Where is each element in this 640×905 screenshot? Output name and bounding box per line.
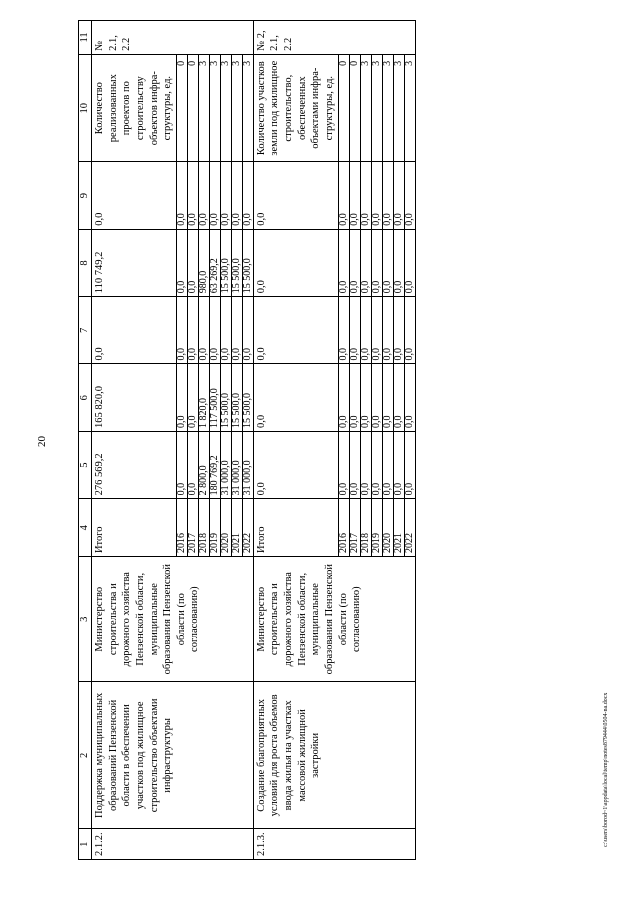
year-value: 0,0 [360,162,371,229]
year-value: 0,0 [382,162,393,229]
year-label: 2019 [371,499,382,557]
year-value: 0,0 [371,297,382,364]
total-value: 0,0 [253,229,338,296]
year-label: 2017 [349,499,360,557]
year-value: 15 500,0 [242,364,253,431]
year-value: 0,0 [349,364,360,431]
total-label: Итого [92,499,177,557]
total-value: 0,0 [253,162,338,229]
column-number-1: 1 [79,829,92,860]
total-value: 110 749,2 [92,229,177,296]
year-value: 0,0 [242,297,253,364]
activity-executor: Министерство строительства и дорожного хозяйства Пензенской области, муниципальные образования Пензенской области (по согласованию) [253,557,415,682]
column-number-4: 4 [79,499,92,557]
indicator-name: Количество реализованных проектов по строительству объектов инфра-структуры, ед. [92,54,177,162]
year-value: 0,0 [220,162,231,229]
year-value: 0,0 [371,364,382,431]
year-value: 2 800,0 [198,431,209,498]
indicator-value: 0 [176,54,187,162]
year-label: 2019 [209,499,220,557]
year-label: 2016 [176,499,187,557]
year-value: 0,0 [382,297,393,364]
year-value: 0,0 [382,431,393,498]
indicator-value: 3 [231,54,242,162]
indicator-value: 3 [404,54,415,162]
year-value: 0,0 [187,297,198,364]
year-label: 2016 [338,499,349,557]
year-value: 0,0 [404,364,415,431]
year-value: 15 500,0 [220,364,231,431]
column-number-7: 7 [79,297,92,364]
indicator-value: 3 [393,54,404,162]
activity-name: Поддержка муниципальных образований Пензенской области в обеспечении участков под жилищное строительство объектами инфраструктуры [92,682,254,829]
year-value: 0,0 [176,431,187,498]
column-number-11: 11 [79,21,92,55]
year-value: 0,0 [198,162,209,229]
year-value: 31 000,0 [242,431,253,498]
year-value: 0,0 [393,297,404,364]
column-number-5: 5 [79,431,92,498]
year-value: 0,0 [349,162,360,229]
year-value: 0,0 [231,162,242,229]
year-value: 0,0 [176,297,187,364]
year-value: 0,0 [393,431,404,498]
activity-number: 2.1.2. [92,829,254,860]
year-value: 0,0 [338,431,349,498]
year-value: 0,0 [176,162,187,229]
year-label: 2017 [187,499,198,557]
year-value: 0,0 [404,297,415,364]
year-value: 0,0 [349,297,360,364]
year-value: 0,0 [209,162,220,229]
year-value: 15 500,0 [242,229,253,296]
year-label: 2018 [198,499,209,557]
year-value: 180 769,2 [209,431,220,498]
indicator-reference: № 2.1, 2.2 [92,21,254,55]
year-value: 117 500,0 [209,364,220,431]
year-value: 0,0 [404,431,415,498]
column-number-6: 6 [79,364,92,431]
column-number-2: 2 [79,682,92,829]
total-label: Итого [253,499,338,557]
year-value: 63 269,2 [209,229,220,296]
year-value: 0,0 [360,297,371,364]
indicator-value: 0 [338,54,349,162]
year-value: 0,0 [176,229,187,296]
year-label: 2021 [231,499,242,557]
table-body [79,21,416,860]
year-value: 1 820,0 [198,364,209,431]
year-value: 0,0 [360,229,371,296]
indicator-value: 3 [382,54,393,162]
indicator-value: 3 [198,54,209,162]
page-number: 20 [36,436,48,447]
year-value: 0,0 [404,229,415,296]
year-value: 0,0 [231,297,242,364]
year-value: 0,0 [382,364,393,431]
year-label: 2022 [404,499,415,557]
year-value: 31 000,0 [231,431,242,498]
total-value: 165 820,0 [92,364,177,431]
column-number-8: 8 [79,229,92,296]
total-value: 0,0 [253,297,338,364]
year-value: 0,0 [338,229,349,296]
column-number-10: 10 [79,54,92,162]
year-value: 0,0 [382,229,393,296]
indicator-value: 0 [187,54,198,162]
year-value: 0,0 [209,297,220,364]
year-label: 2020 [220,499,231,557]
year-label: 2020 [382,499,393,557]
year-value: 0,0 [404,162,415,229]
column-number-3: 3 [79,557,92,682]
indicator-value: 3 [209,54,220,162]
total-value: 0,0 [253,364,338,431]
footer-file-path: c:\users\borod~1\appdata\local\temp\notes879444\0504-na.docx [603,692,609,847]
year-value: 0,0 [349,229,360,296]
year-value: 0,0 [338,364,349,431]
total-value: 0,0 [253,431,338,498]
indicator-value: 3 [360,54,371,162]
column-number-9: 9 [79,162,92,229]
year-value: 0,0 [393,364,404,431]
indicator-value: 3 [220,54,231,162]
year-value: 0,0 [198,297,209,364]
year-value: 980,0 [198,229,209,296]
year-value: 0,0 [360,431,371,498]
indicator-value: 3 [242,54,253,162]
year-value: 15 500,0 [231,229,242,296]
indicator-reference: № 2, 2.1, 2.2 [253,21,415,55]
year-value: 0,0 [242,162,253,229]
year-value: 0,0 [338,162,349,229]
year-value: 0,0 [349,431,360,498]
indicator-name: Количество участков земли под жилищное строительство, обеспеченных объектами инфра-структуры, ед. [253,54,338,162]
indicator-value: 3 [371,54,382,162]
total-value: 276 569,2 [92,431,177,498]
total-value: 0,0 [92,297,177,364]
activity-executor: Министерство строительства и дорожного хозяйства Пензенской области, муниципальные образования Пензенской области (по согласованию) [92,557,254,682]
program-table [78,20,416,860]
year-value: 0,0 [187,162,198,229]
year-value: 31 000,0 [220,431,231,498]
year-value: 15 500,0 [231,364,242,431]
activity-number: 2.1.3. [253,829,415,860]
year-value: 0,0 [187,431,198,498]
year-value: 0,0 [338,297,349,364]
year-value: 0,0 [176,364,187,431]
year-value: 0,0 [371,431,382,498]
year-value: 0,0 [187,229,198,296]
activity-name: Создание благоприятных условий для роста объемов ввода жилья на участках массовой жилищной застройки [253,682,415,829]
year-label: 2021 [393,499,404,557]
year-value: 0,0 [393,229,404,296]
activity-row [92,21,177,860]
year-label: 2018 [360,499,371,557]
year-value: 0,0 [371,229,382,296]
total-value: 0,0 [92,162,177,229]
year-value: 0,0 [393,162,404,229]
activity-row [253,21,338,860]
year-value: 0,0 [220,297,231,364]
header-row [79,21,92,860]
indicator-value: 0 [349,54,360,162]
year-value: 0,0 [371,162,382,229]
year-value: 0,0 [187,364,198,431]
year-value: 15 500,0 [220,229,231,296]
rotated-table-container [78,20,608,860]
year-label: 2022 [242,499,253,557]
year-value: 0,0 [360,364,371,431]
